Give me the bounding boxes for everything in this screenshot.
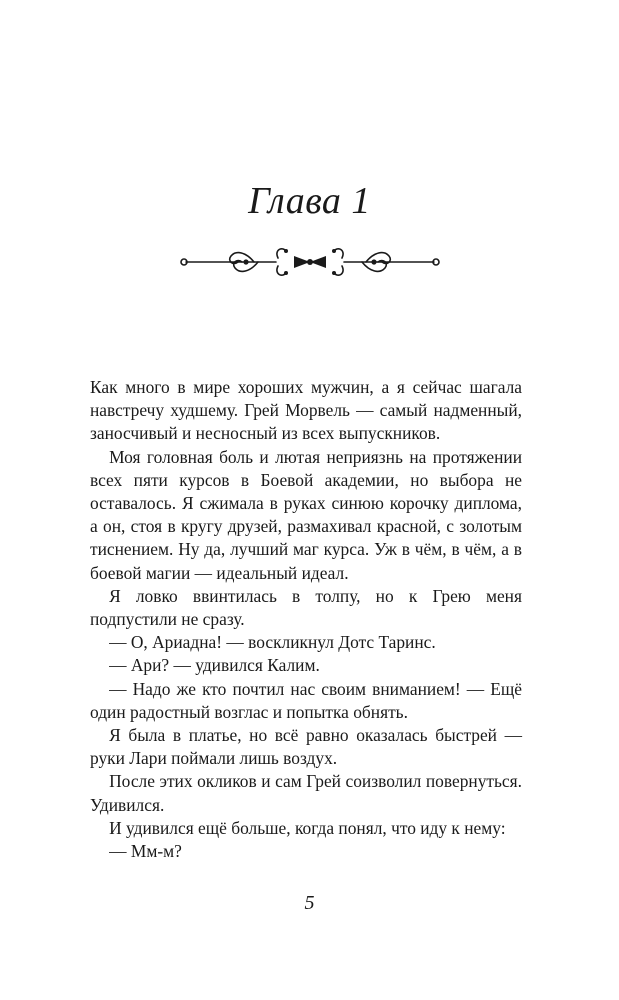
chapter-ornament bbox=[176, 242, 444, 282]
page-number: 5 bbox=[304, 892, 315, 914]
paragraph: И удивился ещё больше, когда понял, что иду к нему: bbox=[109, 817, 506, 838]
paragraph: Моя головная боль и лютая неприязнь на протяжении всех пяти курсов в Боевой академии, но выбора не оставалось. Я сжимала в руках синюю корочку диплома, а он, стоя в кругу друзей, размахивал красной, с золотым тиснением. Ну да, лучший маг курса. Уж в чём, в чём, а в боевой магии — идеальный идеал. bbox=[90, 446, 522, 583]
paragraph: — Мм-м? bbox=[109, 841, 182, 862]
paragraph: Я ловко ввинтилась в толпу, но к Грею меня подпустили не сразу. bbox=[90, 585, 522, 630]
paragraph: — Ари? — удивился Калим. bbox=[109, 655, 320, 676]
paragraph: — О, Ариадна! — воскликнул Дотс Таринс. bbox=[109, 632, 436, 653]
paragraph: После этих окликов и сам Грей соизволил повернуться. Удивился. bbox=[90, 771, 522, 815]
chapter-title: Глава 1 bbox=[248, 180, 371, 222]
body-text bbox=[90, 376, 522, 863]
paragraph: Как много в мире хороших мужчин, а я сейчас шагала навстречу худшему. Грей Морвель — самый надменный, заносчивый и несносный из всех выпускников. bbox=[90, 377, 522, 444]
paragraph: Я была в платье, но всё равно оказалась быстрей — руки Лари поймали лишь воздух. bbox=[90, 725, 522, 769]
paragraph: — Надо же кто почтил нас своим вниманием! — Ещё один радостный возглас и попытка обнять. bbox=[90, 678, 522, 722]
